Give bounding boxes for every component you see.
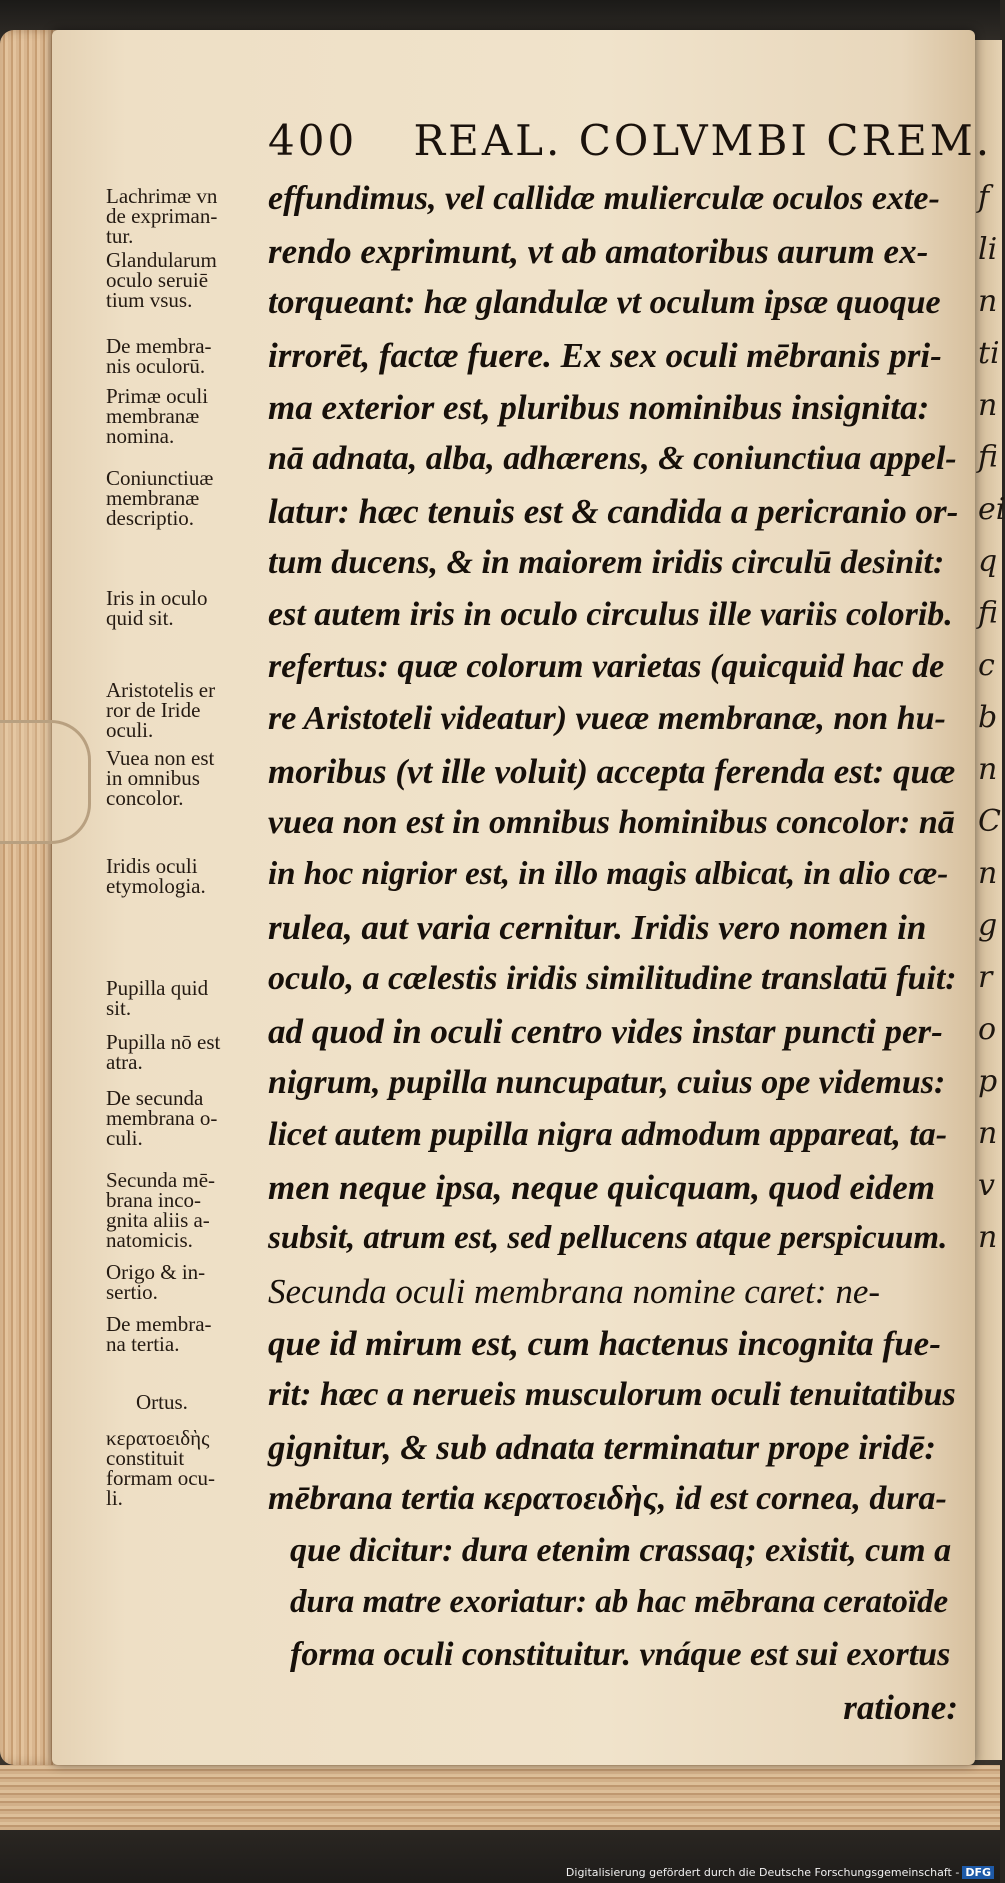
- facing-page-fragment: n: [978, 1116, 998, 1151]
- text-line: forma oculi constituitur. vnáque est sui exortus: [290, 1636, 951, 1673]
- facing-page-fragment: r: [978, 960, 993, 995]
- margin-note: Origo & in- sertio.: [106, 1260, 206, 1304]
- facing-page-fragment: o: [978, 1012, 997, 1047]
- book-bottom-edge: [0, 1765, 1000, 1830]
- facing-page-fragment: n: [978, 856, 998, 891]
- text-line: rulea, aut varia cernitur. Iridis vero nomen in: [268, 908, 927, 947]
- margin-note: De secunda membrana o- culi.: [106, 1086, 218, 1150]
- text-line: men neque ipsa, neque quicquam, quod eidem: [268, 1168, 935, 1207]
- text-line: nigrum, pupilla nuncupatur, cuius ope videmus:: [268, 1064, 946, 1101]
- text-line: re Aristoteli videatur) vueæ membranæ, non hu-: [268, 700, 946, 737]
- facing-page-fragment: g: [978, 908, 998, 943]
- facing-page-fragment: C: [978, 804, 1001, 839]
- margin-note: De membra- na tertia.: [106, 1312, 212, 1356]
- margin-note: Pupilla nō est atra.: [106, 1030, 221, 1074]
- facing-page-fragment: b: [978, 700, 998, 735]
- margin-note: Secunda mē- brana inco- gnita aliis a- natomicis.: [106, 1168, 216, 1252]
- margin-note: Vuea non est in omnibus concolor.: [106, 746, 215, 810]
- facing-page-fragment: n: [978, 284, 998, 319]
- facing-page-fragment: p: [978, 1064, 998, 1099]
- facing-page-fragment: ei: [978, 492, 1005, 527]
- margin-note: Iris in oculo quid sit.: [106, 586, 208, 630]
- margin-note: κερατοειδὴς constituit formam ocu- li.: [106, 1426, 216, 1510]
- margin-note: De membra- nis oculorū.: [106, 334, 212, 378]
- text-line: moribus (vt ille voluit) accepta ferenda est: quæ: [268, 752, 956, 791]
- margin-note: Iridis oculi etymologia.: [106, 854, 206, 898]
- facing-page-fragment: n: [978, 388, 998, 423]
- facing-page-fragment: f: [978, 180, 990, 215]
- text-line: ma exterior est, pluribus nominibus insignita:: [268, 388, 930, 427]
- text-line: mēbrana tertia κερατοειδὴς, id est cornea, dura-: [268, 1480, 947, 1517]
- digitization-credit: [566, 1866, 994, 1879]
- text-line: torqueant: hæ glandulæ vt oculum ipsæ quoque: [268, 284, 941, 321]
- margin-note: Glandularum oculo seruiē tium vsus.: [106, 248, 217, 312]
- text-line: tum ducens, & in maiorem iridis circulū desinit:: [268, 544, 945, 581]
- running-title: REAL. COLVMBI CREM.: [413, 116, 993, 165]
- text-line: Secunda oculi membrana nomine caret: ne-: [268, 1272, 881, 1311]
- text-line: in hoc nigrior est, in illo magis albicat, in alio cæ-: [268, 856, 949, 892]
- page-tab-marker: [0, 720, 91, 844]
- facing-page-fragment: v: [978, 1168, 995, 1203]
- text-line: rendo exprimunt, vt ab amatoribus aurum ex-: [268, 232, 929, 271]
- margin-note: Pupilla quid sit.: [106, 976, 209, 1020]
- margin-note: Ortus.: [136, 1390, 188, 1414]
- facing-page-fragment: n: [978, 752, 998, 787]
- text-line: refertus: quæ colorum varietas (quicquid hac de: [268, 648, 945, 685]
- text-line: ad quod in oculi centro vides instar puncti per-: [268, 1012, 943, 1051]
- text-line: subsit, atrum est, sed pellucens atque perspicuum.: [268, 1220, 948, 1256]
- text-line: vuea non est in omnibus hominibus concolor: nā: [268, 804, 955, 841]
- text-line: oculo, a cælestis iridis similitudine translatū fuit:: [268, 960, 957, 997]
- text-line: licet autem pupilla nigra admodum appareat, ta-: [268, 1116, 948, 1153]
- margin-note: Coniunctiuæ membranæ descriptio.: [106, 466, 214, 530]
- facing-page-fragment: fi: [978, 596, 999, 631]
- text-line: latur: hæc tenuis est & candida a pericranio or-: [268, 492, 959, 531]
- page-number: 400: [268, 116, 358, 165]
- catchword: ratione:: [843, 1688, 958, 1727]
- running-header: [268, 116, 992, 165]
- text-line: est autem iris in oculo circulus ille variis colorib.: [268, 596, 953, 633]
- margin-note: Aristotelis er ror de Iride oculi.: [106, 678, 216, 742]
- text-line: que dicitur: dura etenim crassaq; existit, cum a: [290, 1532, 952, 1569]
- facing-page-fragment: n: [978, 1220, 998, 1255]
- text-line: rit: hæc a nerueis musculorum oculi tenuitatibus: [268, 1376, 956, 1413]
- text-line: nā adnata, alba, adhærens, & coniunctiua appel-: [268, 440, 957, 477]
- margin-note: Lachrimæ vn de expriman- tur.: [106, 184, 218, 248]
- facing-page-fragment: c: [978, 648, 995, 683]
- facing-page-fragment: fi: [978, 440, 999, 475]
- facing-page-fragment: q: [978, 544, 998, 579]
- text-line: gignitur, & sub adnata terminatur prope iridē:: [268, 1428, 937, 1467]
- text-line: irrorēt, factæ fuere. Ex sex oculi mēbranis pri-: [268, 336, 942, 375]
- facing-page-fragment: li: [978, 232, 998, 267]
- facing-page-fragment: ti: [978, 336, 1000, 371]
- text-line: que id mirum est, cum hactenus incognita fue-: [268, 1324, 941, 1363]
- margin-note: Primæ oculi membranæ nomina.: [106, 384, 209, 448]
- credit-text: Digitalisierung gefördert durch die Deutsche Forschungsgemeinschaft -: [565, 1866, 960, 1879]
- text-line: effundimus, vel callidæ mulierculæ oculos exte-: [268, 180, 940, 217]
- dfg-logo: DFG: [962, 1866, 994, 1879]
- text-line: dura matre exoriatur: ab hac mēbrana ceratoïde: [290, 1584, 949, 1620]
